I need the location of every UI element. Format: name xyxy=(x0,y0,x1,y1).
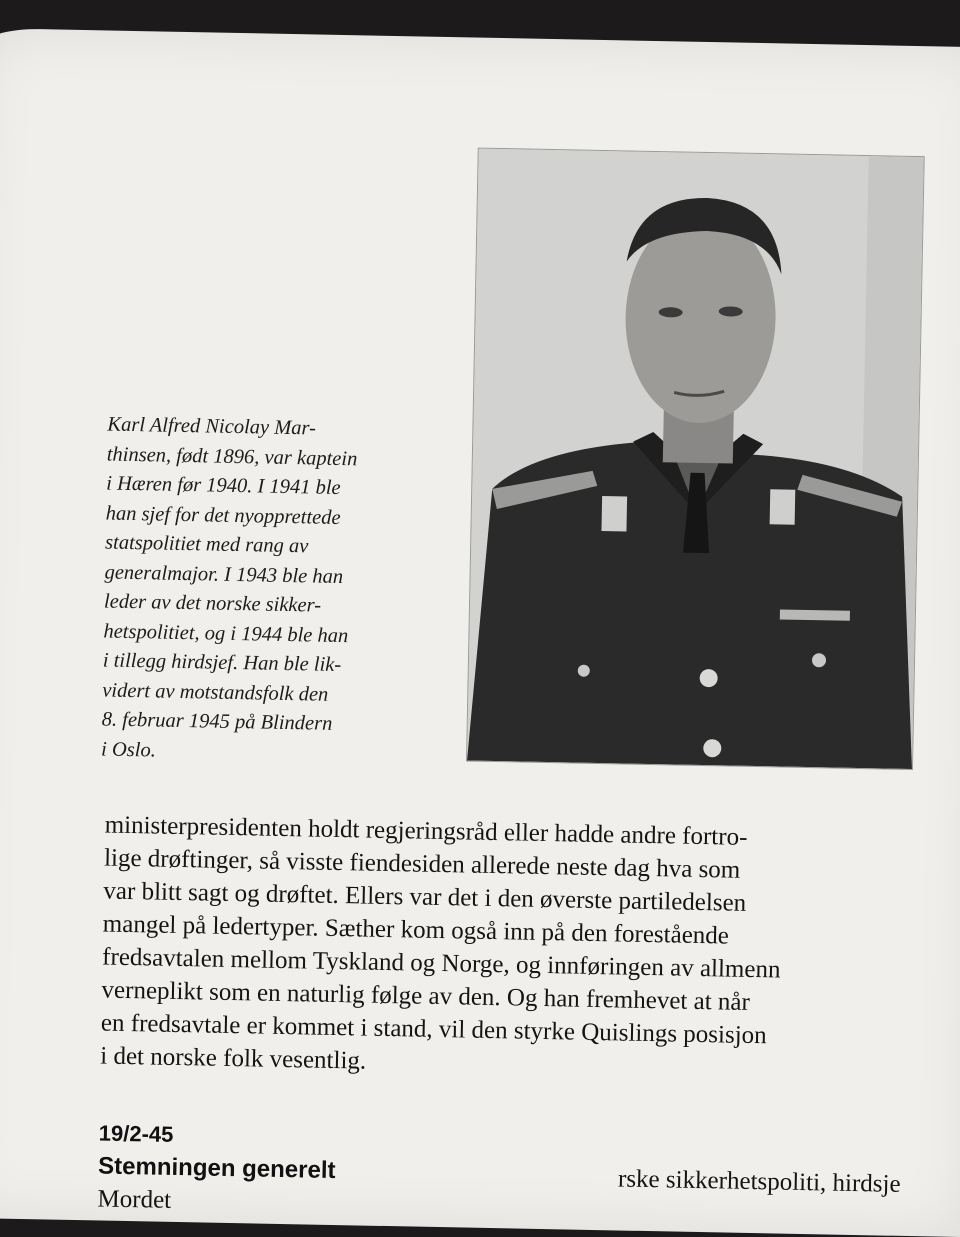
book-page xyxy=(0,28,960,1237)
caption-line: vidert av motstandsfolk den xyxy=(102,678,329,706)
body-line: fredsavtalen mellom Tyskland og Norge, og innføringen av allmenn xyxy=(101,943,781,984)
body-line: ministerpresidenten holdt regjeringsråd eller hadde andre fortro- xyxy=(104,811,748,851)
portrait-image xyxy=(467,149,924,769)
caption-line: hetspolitiet, og i 1944 ble han xyxy=(103,619,349,647)
body-line: var blitt sagt og drøftet. Ellers var det i den øverste partiledelsen xyxy=(103,877,747,917)
show-through-text xyxy=(97,170,478,207)
body-line: mangel på ledertyper. Sæther kom også inn på den forestående xyxy=(102,910,730,950)
section-heading: Stemningen generelt xyxy=(97,1152,336,1185)
body-line: i det norske folk vesentlig. xyxy=(100,1042,367,1075)
portrait-photo xyxy=(466,148,925,770)
body-line: en fredsavtale er kommet i stand, vil den styrke Quislings posisjon xyxy=(100,1009,767,1050)
body-paragraph xyxy=(100,809,960,1090)
caption-line: i Hæren før 1940. I 1941 ble xyxy=(106,472,341,500)
body-line: verneplikt som en naturlig følge av den. Og han fremhevet at når xyxy=(101,976,751,1016)
caption-line: Karl Alfred Nicolay Mar- xyxy=(107,413,317,440)
body-line: lige drøftinger, så visste fiendesiden allerede neste dag hva som xyxy=(103,844,741,884)
caption-line: han sjef for det nyopprettede xyxy=(105,502,341,529)
caption-line: 8. februar 1945 på Blindern xyxy=(101,708,333,735)
caption-line: thinsen, født 1896, var kaptein xyxy=(106,443,358,470)
caption-line: generalmajor. I 1943 ble han xyxy=(104,560,344,588)
caption-line: leder av det norske sikker- xyxy=(103,590,322,617)
caption-line: i Oslo. xyxy=(100,737,157,762)
cutoff-text-left: Mordet xyxy=(97,1185,172,1214)
section-date: 19/2-45 xyxy=(98,1120,174,1147)
caption-line: i tillegg hirdsjef. Han ble lik- xyxy=(102,649,342,677)
cutoff-text-right: rske sikkerhetspoliti, hirdsje xyxy=(617,1165,901,1198)
caption-line: statspolitiet med rang av xyxy=(104,531,309,558)
photo-caption xyxy=(101,411,468,772)
